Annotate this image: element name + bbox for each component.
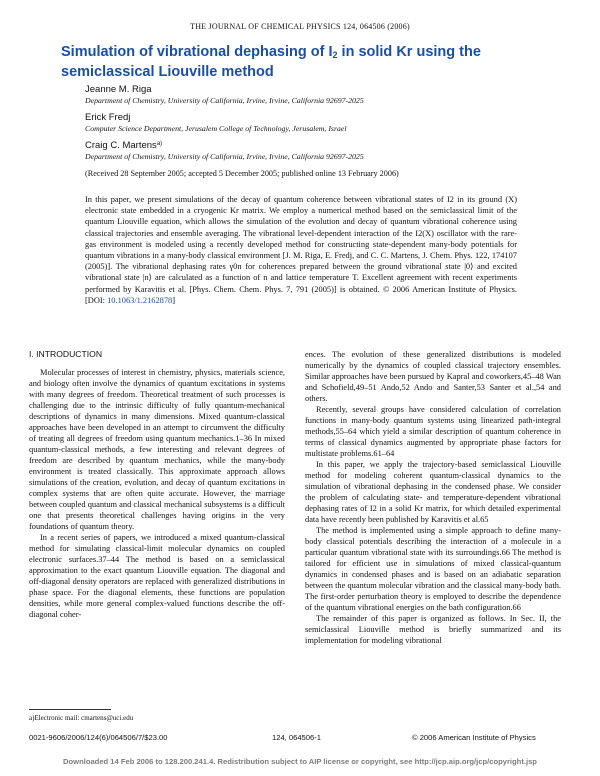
- author-footnote-mark: a): [156, 141, 163, 147]
- body-paragraph: In a recent series of papers, we introduced a mixed quantum-classical method for simulating classical-limit molecular dynamics on coupled electronic surfaces.37–44 The method is based on a semiclassical approximation to the exact quantum Liouville equation. The diagonal and off-diagonal density operators are replaced with generalized distributions in phase space. For the diagonal elements, these functions are population densities, while more general complex-valued functions describe the off-diagonal coher-: [29, 533, 285, 619]
- body-paragraph: The method is implemented using a simple approach to define many-body classical potentials describing the interaction of a molecule in a particular quantum vibrational state with its surroundings.66 The method is tailored for efficient use in simulations of mixed classical-quantum dynamics in condensed phases and is based on an adiabatic separation between the quantum molecular vibration and the classical many-body bath. The first-order perturbation theory is employed to describe the dependence of the quantum vibrational energies on the bath configuration.66: [305, 526, 561, 612]
- author-name: Craig C. Martens$^{a)}$: [85, 140, 163, 151]
- footnote: a)Electronic mail: cmartens@uci.edu: [29, 714, 134, 722]
- left-column: [29, 349, 285, 620]
- author-block: [85, 84, 545, 179]
- abstract-text: In this paper, we present simulations of the decay of quantum coherence between vibrational states of I2 in its ground (X) electronic state embedded in a cryogenic Kr matrix. We employ a numerical method based on the semiclassical limit of the quantum Liouville equation, which allows the simulation of the evolution and decay of quantum vibrational coherence using classical trajectories and ensemble averaging. The vibrational level-dependent interaction of the I2(X) oscillator with the rare-gas environment is modeled using a recently developed method for constructing state-dependent many-body potentials for quantum vibrations in a many-body classical environment [J. M. Riga, E. Fredj, and C. C. Martens, J. Chem. Phys. 122, 174107 (2005)]. The vibrational dephasing rates γ0n for coherences prepared between the ground vibrational state |0⟩ and excited vibrational state |n⟩ are calculated as a function of n and lattice temperature T. Excellent agreement with recent experiments performed by Karavitis et al. [Phys. Chem. Chem. Phys. 7, 791 (2005)] is obtained. © 2006 American Institute of Physics.: [85, 195, 517, 294]
- body-paragraph: In this paper, we apply the trajectory-based semiclassical Liouville method for modeling coherent quantum-classical dynamics to the simulation of vibrational dephasing in the condensed phase. We consider the problem of calculating state- and temperature-dependent vibrational dephasing rates of I2 in a solid Kr matrix, for which detailed experimental data have recently been published by Karavitis et al.65: [305, 460, 561, 524]
- paper-title: [61, 44, 561, 81]
- body-paragraph: Molecular processes of interest in chemistry, physics, materials science, and biology often involve the dynamics of quantum excitations in systems with many degrees of freedom. Theoretical treatment of such processes is challenging due to the intrinsic difficulty of fully quantum-mechanical descriptions of dynamics in many dimensions. Mixed quantum-classical approaches have been developed in an attempt to circumvent the difficulty of treating all degrees of freedom using quantum mechanics.1–36 In mixed quantum-classical methods, a few interesting and relevant degrees of freedom are described by quantum mechanics, while the many-body environment is treated classically. This approximate approach allows simulations of the creation, evolution, and decay of quantum excitations in complex systems that are often quite accurate. However, the marriage between coupled quantum and classical mechanical subsystems is a difficult one that presents theoretical challenges having origins in the very foundations of quantum theory.: [29, 368, 285, 531]
- body-paragraph: Recently, several groups have considered calculation of correlation functions in many-body quantum systems using linearized path-integral methods,55–64 which yield a similar description of quantum coherence in terms of classical dynamics augmented by appropriate phase factors for multistate problems.61–64: [305, 405, 561, 458]
- download-notice: Downloaded 14 Feb 2006 to 128.200.241.4. Redistribution subject to AIP license or copyright, see http://jcp.aip.org/jcp/copyright.jsp: [63, 757, 537, 766]
- footer-copyright: © 2006 American Institute of Physics: [412, 733, 536, 742]
- author-affiliation: Department of Chemistry, University of California, Irvine, Irvine, California 92697-2025: [85, 96, 364, 105]
- doi-link[interactable]: 10.1063/1.2162878: [107, 295, 173, 305]
- title-subscript: 2: [332, 50, 338, 60]
- running-head: THE JOURNAL OF CHEMICAL PHYSICS 124, 064506 (2006): [190, 22, 410, 31]
- section-heading: I. INTRODUCTION: [29, 349, 103, 359]
- author-name: Erick Fredj: [85, 112, 131, 123]
- abstract: [85, 194, 517, 306]
- received-dates: (Received 28 September 2005; accepted 5 December 2005; published online 13 February 2006): [85, 169, 399, 178]
- footer-issn: 0021-9606/2006/124(6)/064506/7/$23.00: [29, 733, 168, 742]
- doi-suffix: ]: [172, 295, 176, 305]
- author-name: Jeanne M. Riga: [85, 84, 152, 95]
- footer-page-number: 124, 064506-1: [272, 733, 321, 742]
- doi-prefix: [DOI:: [85, 295, 108, 305]
- author-affiliation: Computer Science Department, Jerusalem College of Technology, Jerusalem, Israel: [85, 124, 347, 133]
- body-paragraph: The remainder of this paper is organized as follows. In Sec. II, the semiclassical Liouville method is briefly summarized and its implementation for modeling vibrational: [305, 614, 561, 645]
- title-part-2: in solid Kr using the semiclassical Liouville method: [61, 44, 481, 80]
- title-part-1: Simulation of vibrational dephasing of I: [61, 44, 333, 60]
- right-column: [305, 349, 561, 646]
- author-affiliation: Department of Chemistry, University of California, Irvine, Irvine, California 92697-2025: [85, 152, 364, 161]
- footnote-divider: [29, 709, 111, 710]
- body-paragraph: ences. The evolution of these generalized distributions is modeled numerically by the dynamics of coupled classical trajectory ensembles. Similar approaches have been pursued by Kapral and coworkers,45–48 Wan and Schofield,49–51 Ando,52 Ando and Santer,53 Santer et al.,54 and others.: [305, 350, 561, 403]
